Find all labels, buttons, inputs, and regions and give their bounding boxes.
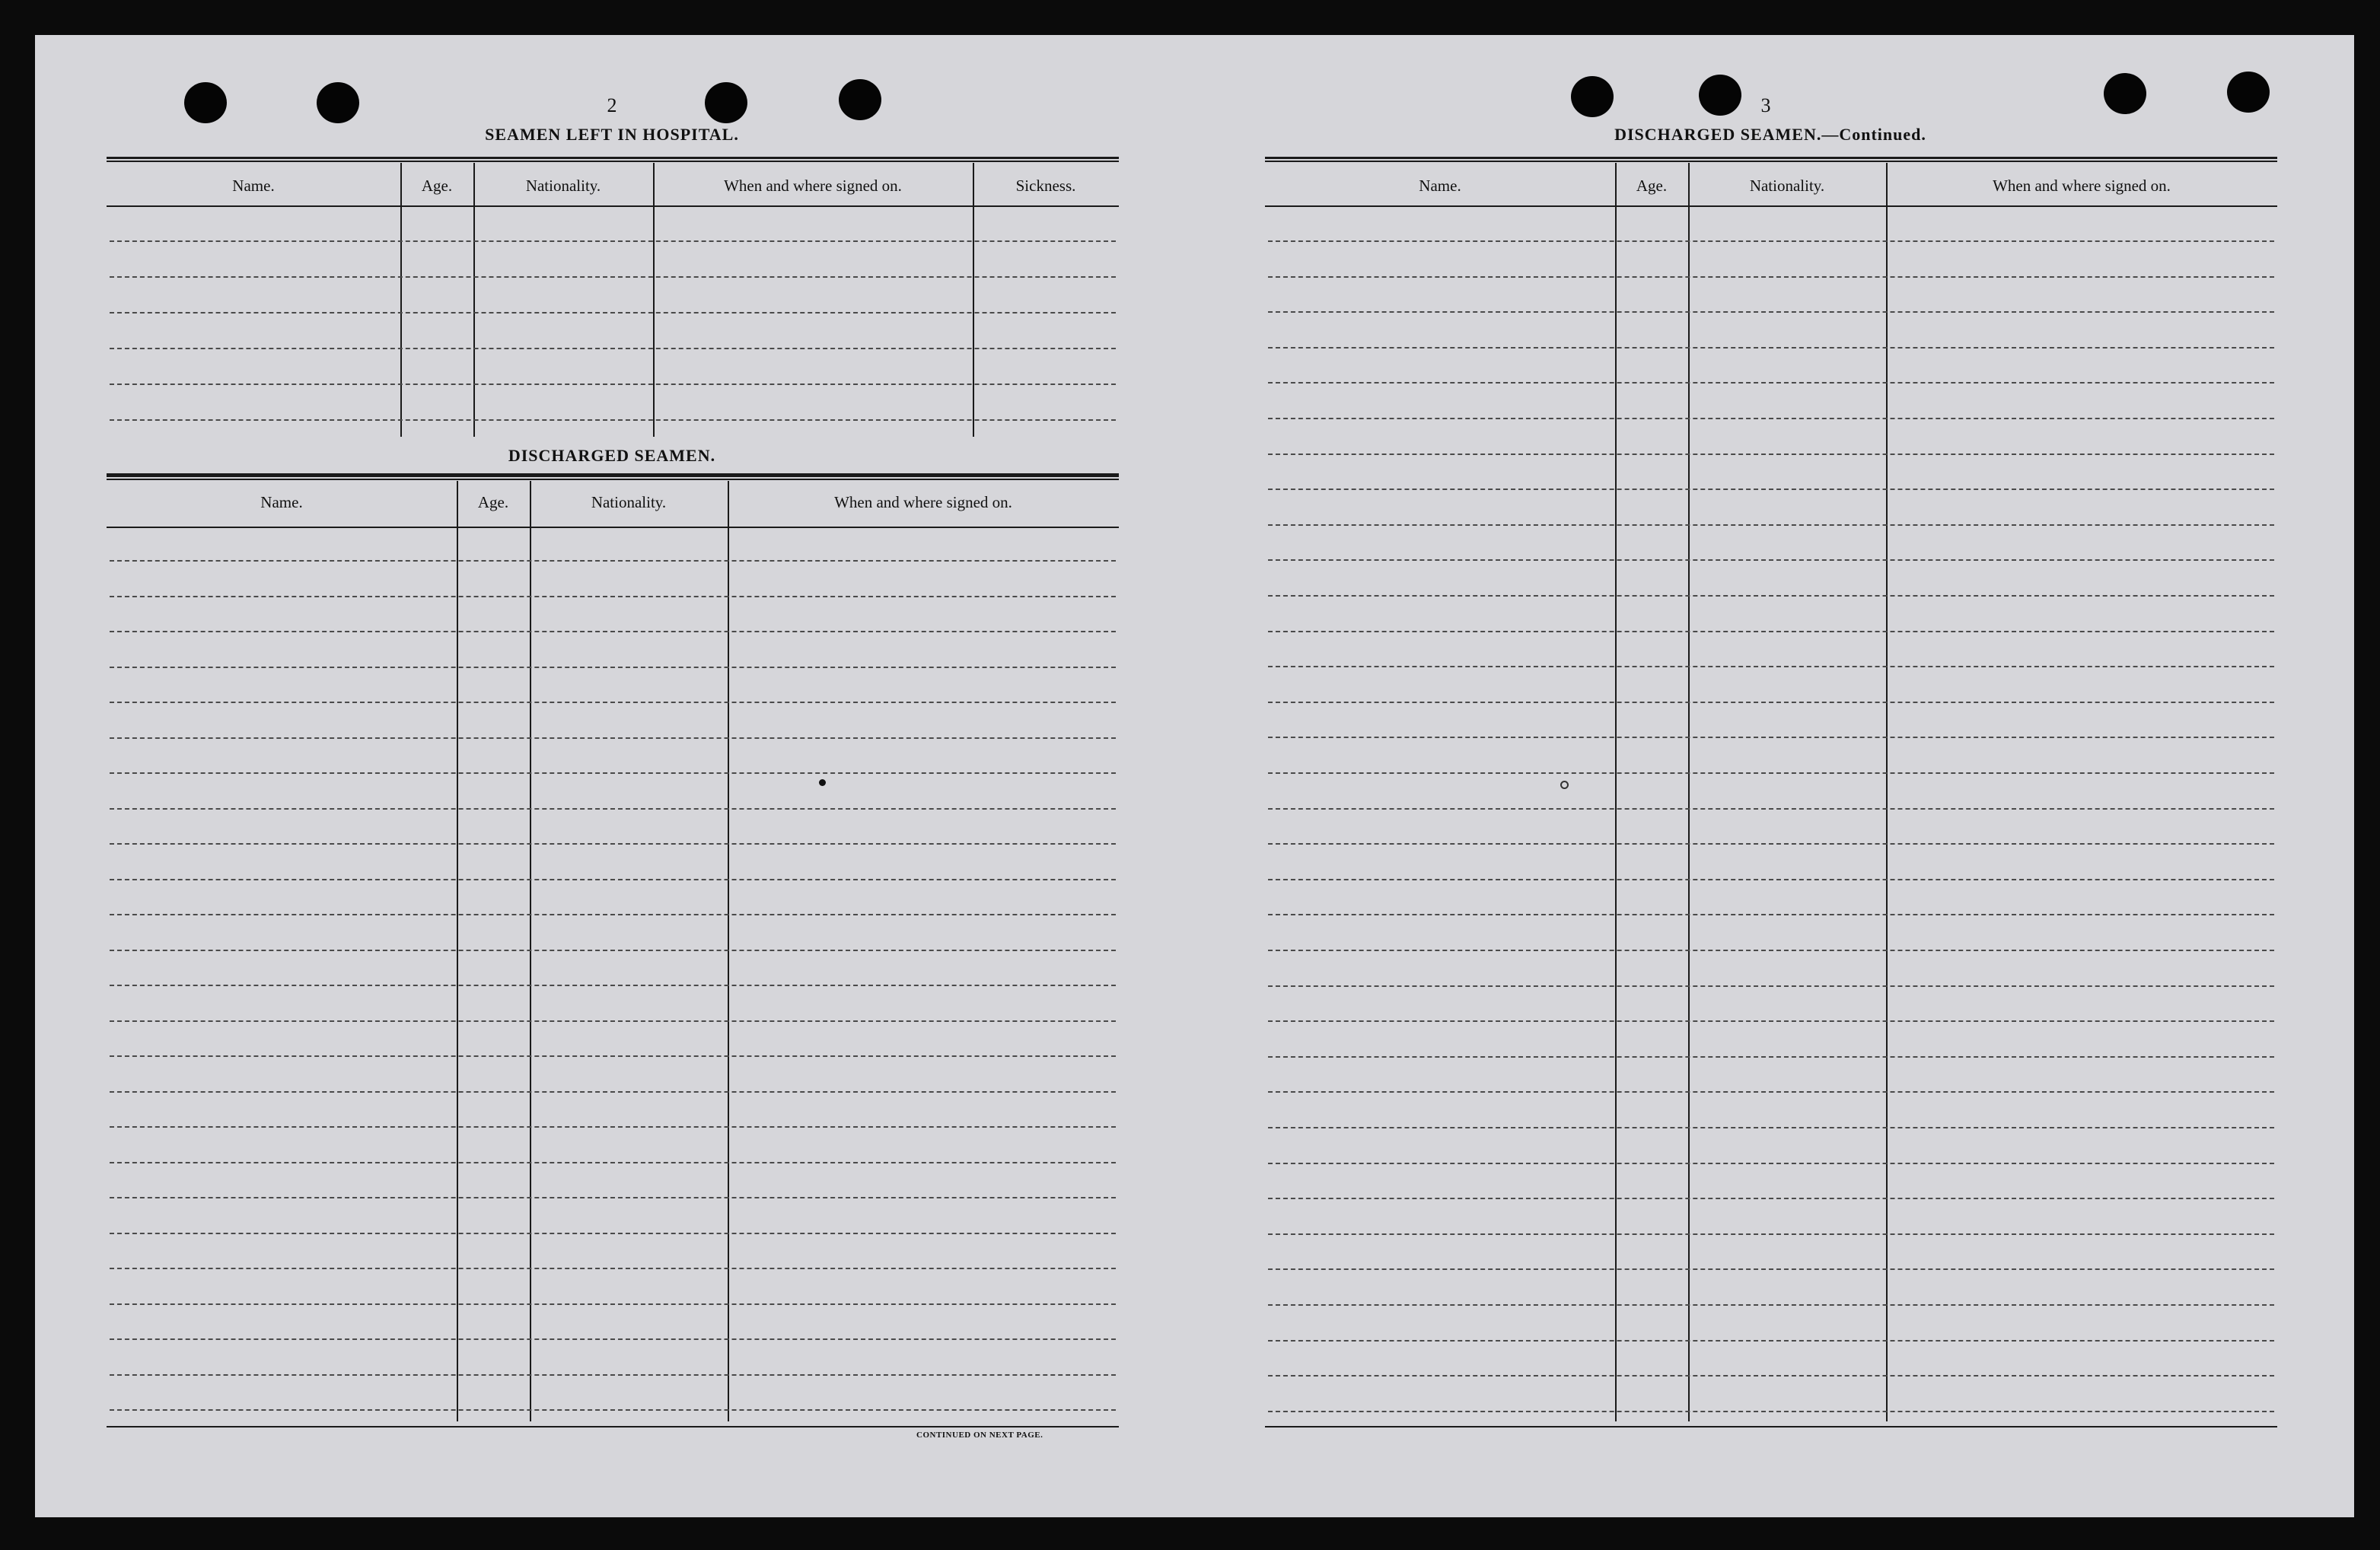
column-header-signed-on: When and where signed on. [724,177,902,195]
blank-entry-row [1268,702,2274,703]
column-header-nationality: Nationality. [591,493,667,511]
blank-entry-row [1268,1091,2274,1093]
column-header-age: Age. [1636,177,1668,195]
discharged-section-title: DISCHARGED SEAMEN. [508,446,716,465]
blank-entry-row [110,843,1116,845]
page-number-right: 3 [1760,94,1771,116]
column-header-name: Name. [1419,177,1461,195]
column-header-age: Age. [477,493,509,511]
table-bottom-rule [1265,1426,2277,1427]
column-divider [653,163,655,437]
blank-entry-row [110,1374,1116,1376]
blank-entry-row [1268,1233,2274,1235]
blank-entry-row [1268,382,2274,384]
blank-entry-row [1268,1340,2274,1342]
header-underline [1265,205,2277,207]
blank-entry-row [1268,985,2274,987]
blank-entry-row [1268,1304,2274,1306]
blank-entry-row [1268,1127,2274,1128]
blank-entry-row [110,1126,1116,1128]
blank-entry-row [110,1303,1116,1305]
blank-entry-row [1268,808,2274,810]
blank-entry-row [1268,559,2274,561]
column-divider [973,163,974,437]
column-header-nationality: Nationality. [1749,177,1825,195]
blank-entry-row [1268,454,2274,455]
blank-entry-row [1268,1056,2274,1058]
blank-entry-row [110,631,1116,632]
blank-entry-row [1268,489,2274,490]
blank-entry-row [110,1055,1116,1057]
blank-entry-row [110,914,1116,915]
blank-entry-row [1268,772,2274,774]
table-top-rule [107,157,1119,162]
blank-entry-row [110,1268,1116,1269]
blank-entry-row [1268,418,2274,419]
blank-entry-row [1268,1020,2274,1022]
blank-entry-row [110,276,1116,278]
blank-entry-row [110,384,1116,385]
blank-entry-row [110,702,1116,703]
table-top-rule [107,475,1119,480]
blank-entry-row [1268,276,2274,278]
column-divider [400,163,402,437]
blank-entry-row [1268,879,2274,880]
hospital-section-title: SEAMEN LEFT IN HOSPITAL. [485,125,739,144]
blank-entry-row [110,1338,1116,1340]
blank-entry-row [110,1091,1116,1093]
blank-entry-row [110,596,1116,597]
punch-hole [317,82,359,123]
blank-entry-row [1268,240,2274,242]
ink-speck [1560,781,1569,789]
column-header-signed-on: When and where signed on. [834,493,1012,511]
blank-entry-row [110,737,1116,739]
punch-hole [2104,73,2146,114]
column-header-name: Name. [232,177,275,195]
punch-hole [2227,72,2270,113]
column-header-sickness: Sickness. [1015,177,1076,195]
header-underline [107,527,1119,528]
blank-entry-row [110,1233,1116,1234]
blank-entry-row [110,808,1116,810]
blank-entry-row [110,560,1116,562]
punch-hole [1699,75,1741,116]
blank-entry-row [110,1020,1116,1022]
blank-entry-row [1268,666,2274,667]
blank-entry-row [110,950,1116,951]
ink-speck [819,779,826,786]
column-divider [473,163,475,437]
blank-entry-row [1268,524,2274,526]
blank-entry-row [110,667,1116,668]
blank-entry-row [110,348,1116,349]
punch-hole [184,82,227,123]
continued-note: CONTINUED ON NEXT PAGE. [916,1431,1043,1440]
blank-entry-row [110,1409,1116,1411]
blank-entry-row [1268,311,2274,313]
blank-entry-row [110,985,1116,986]
discharged-table-left [107,475,1119,1464]
blank-entry-row [110,1162,1116,1163]
blank-entry-row [1268,1411,2274,1412]
blank-entry-row [1268,1163,2274,1164]
table-top-rule [1265,157,2277,162]
column-divider [457,481,458,1421]
column-divider [530,481,531,1421]
blank-entry-row [1268,595,2274,597]
punch-hole [839,79,881,120]
blank-entry-row [1268,1268,2274,1270]
table-bottom-rule [107,1426,1119,1427]
document-sheet [35,35,2354,1517]
blank-entry-row [1268,843,2274,845]
blank-entry-row [110,312,1116,314]
blank-entry-row [1268,737,2274,738]
column-header-signed-on: When and where signed on. [1993,177,2171,195]
blank-entry-row [1268,631,2274,632]
column-header-name: Name. [260,493,303,511]
header-underline [107,205,1119,207]
blank-entry-row [110,772,1116,774]
column-divider [728,481,729,1421]
discharged-continued-title: DISCHARGED SEAMEN.—Continued. [1614,125,1926,144]
blank-entry-row [110,240,1116,242]
blank-entry-row [1268,1375,2274,1377]
hospital-table [107,157,1119,475]
punch-hole [705,82,747,123]
column-header-nationality: Nationality. [525,177,601,195]
blank-entry-row [110,1197,1116,1198]
blank-entry-row [110,879,1116,880]
column-header-age: Age. [421,177,453,195]
blank-entry-row [1268,347,2274,349]
blank-entry-row [1268,950,2274,951]
punch-hole [1571,76,1614,117]
page-number-left: 2 [607,94,617,116]
blank-entry-row [1268,914,2274,915]
blank-entry-row [110,419,1116,421]
blank-entry-row [1268,1198,2274,1199]
discharged-table-right [1265,157,2277,1466]
